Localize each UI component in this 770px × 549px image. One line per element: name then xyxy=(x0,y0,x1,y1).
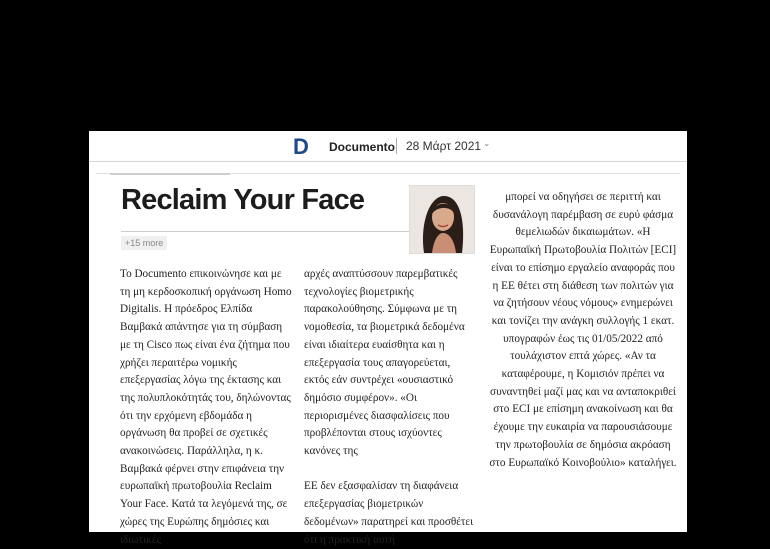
portrait-photo[interactable] xyxy=(409,185,475,254)
issue-date[interactable]: 28 Μάρτ 2021 xyxy=(406,139,482,153)
publication-name: Documento xyxy=(329,140,395,154)
article-column-3 xyxy=(489,189,677,472)
article-column-2 xyxy=(304,266,477,549)
article-paragraph: Το Documento επικοινώνησε και με τη μη κερδοσκοπική οργάνωση Homo Digitalis. Η πρόεδρος Ελπίδα Βαμβακά απάντησε για τη σύμβαση με τη Cisco πως είναι ένα ζήτημα που χρήζει περαιτέρω νομικής επεξεργασίας λόγω της έκτασης και της πολυπλοκότητάς του, δηλώνοντας ότι την ερχόμενη εβδομάδα η οργάνωση θα προβεί σε σχετικές ανακοινώσεις. Παράλληλα, η κ. Βαμβακά φέρνει στην επιφάνεια την ευρωπαϊκή πρωτοβουλία Reclaim Your Face. Κατά τα λεγόμενά της, σε χώρες της Ευρώπης δημόσιες και ιδιωτικές xyxy=(120,268,292,546)
header-divider xyxy=(396,138,397,154)
title-divider xyxy=(121,231,409,232)
tab-underline xyxy=(110,173,230,175)
documento-logo: D xyxy=(293,134,309,159)
publication-header xyxy=(89,131,687,162)
article-column-1 xyxy=(120,266,292,549)
article-paragraph: αρχές αναπτύσσουν παρεμβατικές τεχνολογίες βιομετρικής παρακολούθησης. Σύμφωνα με τη νομοθεσία, τα βιομετρικά δεδομένα είναι ιδιαίτερα ευαίσθητα και η επεξεργασία τους απαγορεύεται, εκτός εάν συντρέχει «ουσιαστικό δημόσιο συμφέρον». «Οι περιορισμένες διασφαλίσεις που προβλέπονται στους ισχύοντες κανόνες της xyxy=(304,268,465,458)
article-page xyxy=(89,131,687,546)
article-paragraph: ΕΕ δεν εξασφαλίσαν τη διαφάνεια επεξεργασίας βιομετρικών δεδομένων» παρατηρεί και προσθέτει ότι η πρακτική αυτή xyxy=(304,480,474,546)
more-images-badge[interactable]: +15 more xyxy=(121,236,167,250)
chevron-down-icon[interactable]: ⌄ xyxy=(483,139,491,149)
article-paragraph: μπορεί να οδηγήσει σε περιττή και δυσανάλογη παρέμβαση σε ευρύ φάσμα θεμελιωδών δικαιωμάτων. «Η Ευρωπαϊκή Πρωτοβουλία Πολιτών [ECI] είναι το επίσημο εργαλείο αναφοράς που η ΕΕ θέτει στη διάθεση των πολιτών για να ζητήσουν νέους νόμους» ενημερώνει και τονίζει την ανάγκη συλλογής 1 εκατ. υπογραφών έως τις 01/05/2022 από τουλάχιστον επτά χώρες. «Αν τα καταφέρουμε, η Κομισιόν πρέπει να συναντηθεί μαζί μας και να ανταποκριθεί στο ECI με επίσημη ανακοίνωση και θα έχουμε την ευκαιρία να παρουσιάσουμε την πρωτοβουλία σε δημόσια ακρόαση στο Ευρωπαϊκό Κοινοβούλιο» καταλήγει. xyxy=(489,191,677,469)
article-title: Reclaim Your Face xyxy=(121,184,365,216)
